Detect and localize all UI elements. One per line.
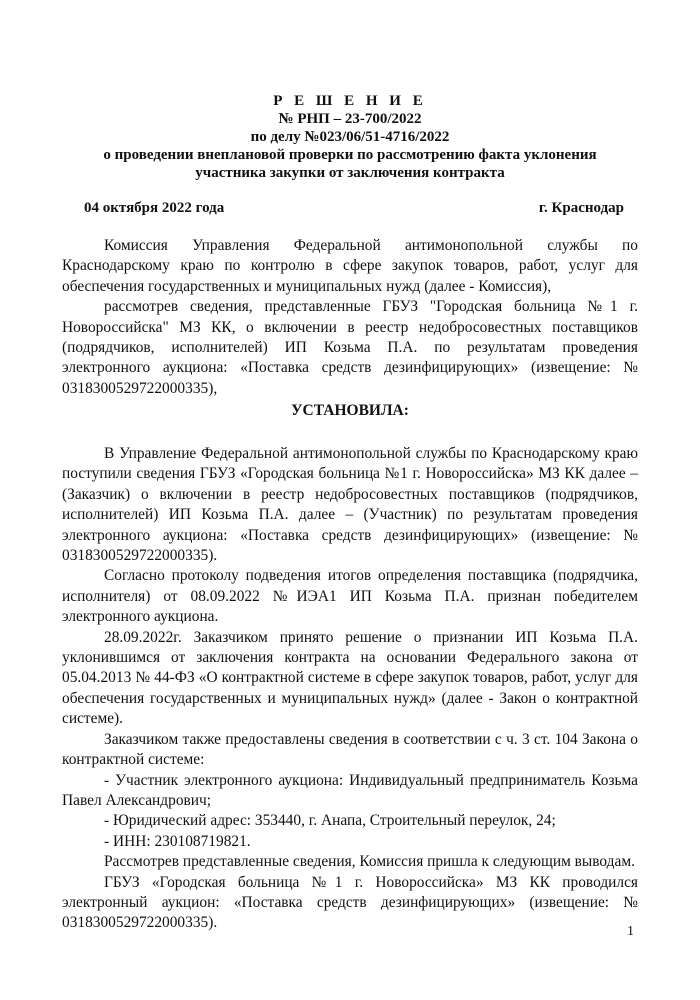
main-paragraph: 28.09.2022г. Заказчиком принято решение о признании ИП Козьма П.А. уклонившимся от заключения контракта на основании Федерального закона от 05.04.2013 № 44-ФЗ «О контрактной системе в сфере закупок товаров, работ, услуг для обеспечения государственных и муниципальных нужд» (далее - Закон о контрактной системе). [62,628,638,728]
main-paragraph: - Юридический адрес: 353440, г. Анапа, Строительный переулок, 24; [104,812,556,830]
page-number: 1 [627,924,634,939]
subject-line-1: о проведении внеплановой проверки по рассмотрению факта уклонения [103,147,597,163]
main-paragraph: ГБУЗ «Городская больница №1 г. Новороссийска» МЗ КК проводился электронный аукцион: «Поставка средств дезинфицирующих» (извещение: № 0318300529722000335). [62,873,638,932]
main-paragraph: В Управление Федеральной антимонопольной службы по Краснодарскому краю поступили сведения ГБУЗ «Городская больница №1 г. Новороссийска» МЗ КК далее – (Заказчик) о включении в реестр недобросовестных поставщиков (подрядчиков, исполнителей) ИП Козьма П.А. далее – (Участник) по результатам проведения электронного аукциона: «Поставка средств дезинфицирующих» (извещение: № 0318300529722000335). [62,445,638,565]
document-date: 04 октября 2022 года [84,200,225,216]
main-paragraph: Согласно протоколу подведения итогов определения поставщика (подрядчика, исполнителя) от 08.09.2022 №ИЭА1 ИП Козьма П.А. признан победителем электронного аукциона. [62,567,638,626]
intro-paragraph: рассмотрев сведения, представленные ГБУЗ "Городская больница №1 г. Новороссийска" МЗ КК, о включении в реестр недобросовестных поставщиков (подрядчиков, исполнителей) ИП Козьма П.А. по результатам проведения электронного аукциона: «Поставка средств дезинфицирующих» (извещение: № 0318300529722000335), [62,298,638,397]
main-section [62,444,638,934]
main-paragraph: - Участник электронного аукциона: Индивидуальный предприниматель Козьма Павел Александрович; [62,771,638,809]
intro-section [62,236,638,399]
main-paragraph: - ИНН: 230108719821. [104,832,251,850]
case-number: по делу №023/06/51-4716/2022 [250,129,450,145]
document-title: Р Е Ш Е Н И Е [273,93,427,109]
document-city: г. Краснодар [538,200,624,216]
main-paragraph: Заказчиком также предоставлены сведения в соответствии с ч. 3 ст. 104 Закона о контрактной системе: [62,730,638,769]
dateline [84,200,624,217]
intro-paragraph: Комиссия Управления Федеральной антимонопольной службы по Краснодарскому краю по контролю в сфере закупок товаров, работ, услуг для обеспечения государственных и муниципальных нужд (далее - Комиссия), [62,237,638,295]
decision-number: № РНП – 23-700/2022 [278,111,422,127]
establish-heading: УСТАНОВИЛА: [291,402,409,419]
subject-line-2: участника закупки от заключения контракта [195,165,505,181]
main-paragraph: Рассмотрев представленные сведения, Комиссия пришла к следующим выводам. [104,853,635,871]
document-header [60,92,640,182]
